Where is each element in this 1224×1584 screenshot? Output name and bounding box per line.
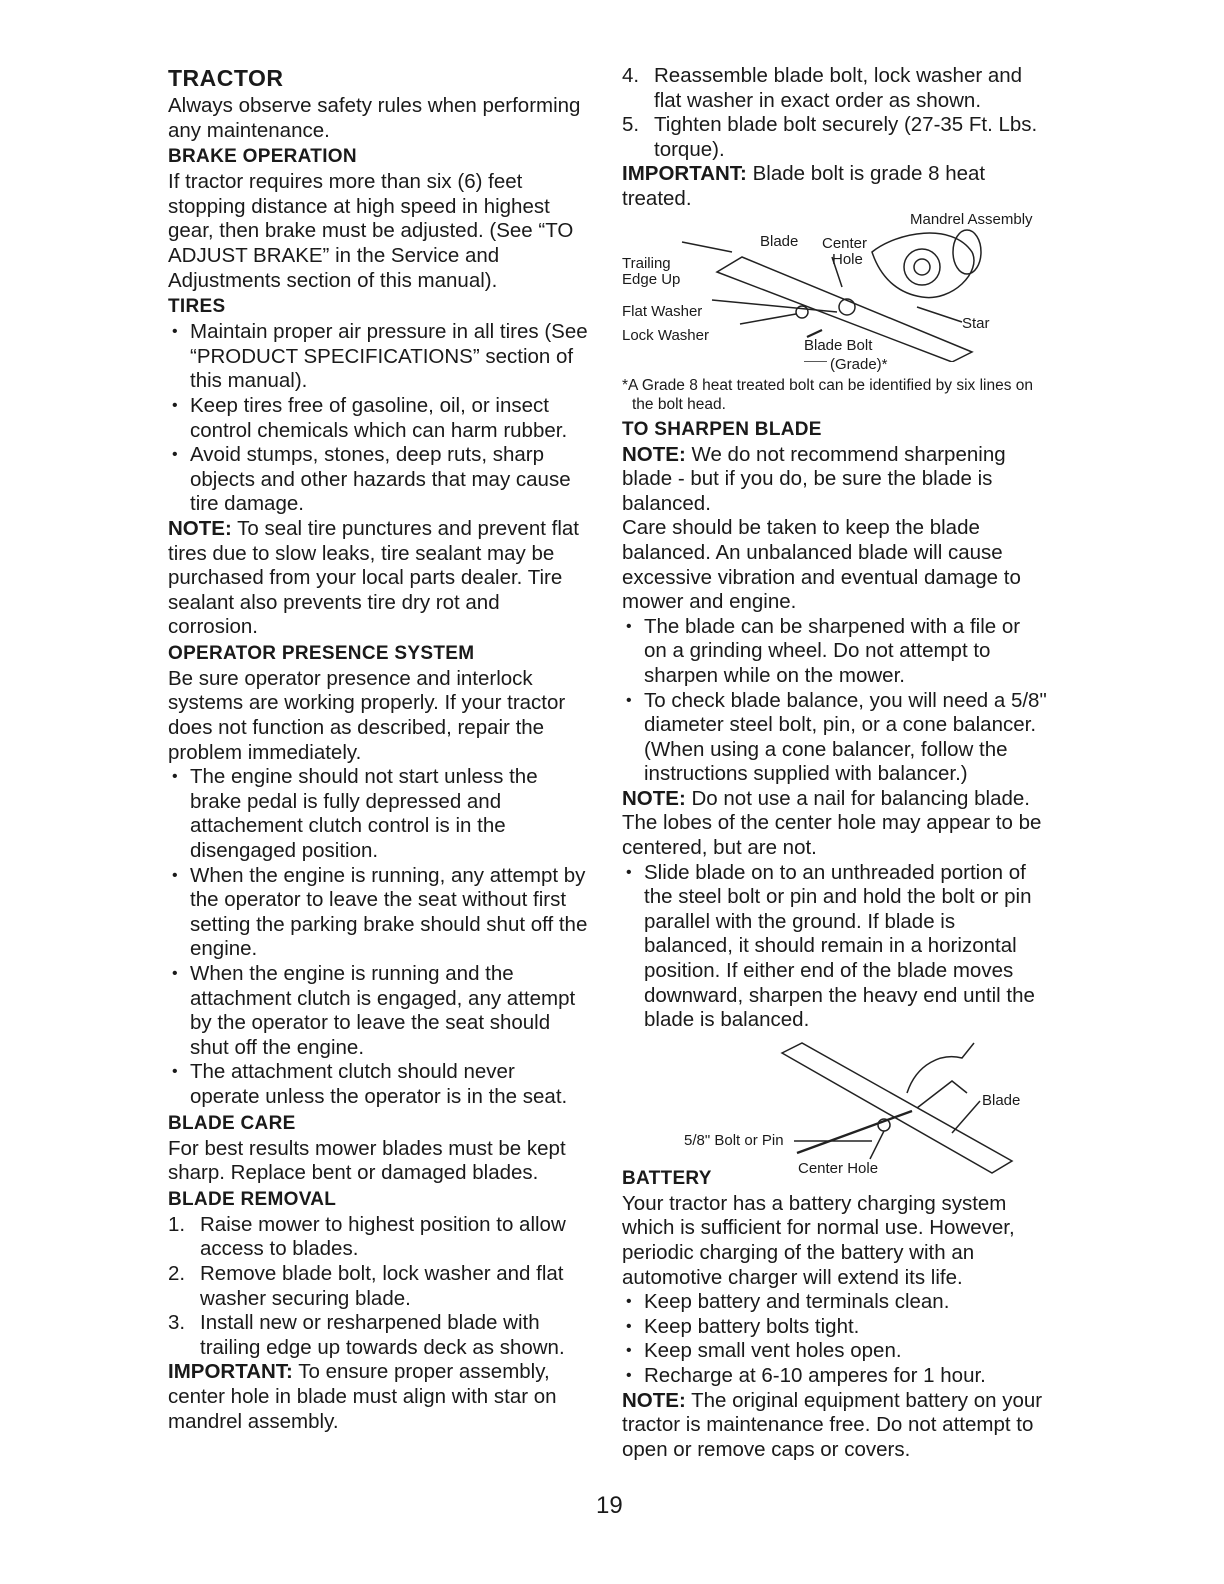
- list-item: • When the engine is running and the attachment clutch is engaged, any attempt by the operator to leave the seat should shut off the engine.: [168, 962, 588, 1060]
- label-grade: (Grade)*: [830, 355, 888, 373]
- battery-list: [622, 1290, 1048, 1388]
- ops-list: [168, 765, 588, 1109]
- step-number: 1.: [168, 1212, 186, 1236]
- tires-list: [168, 320, 588, 517]
- label-trailing-edge-2: Edge Up: [622, 270, 681, 288]
- sharpen-text: Care should be taken to keep the blade balanced. An unbalanced blade will cause excessive vibration and eventual damage to mower and engine.: [622, 516, 1021, 614]
- blade-removal-heading: BLADE REMOVAL: [168, 1188, 337, 1210]
- step-text: Remove blade bolt, lock washer and flat washer securing blade.: [200, 1261, 564, 1310]
- step-item: [622, 113, 1048, 162]
- list-item: • Keep battery and terminals clean.: [622, 1290, 1048, 1315]
- label-mandrel-assembly: Mandrel Assembly: [910, 210, 1033, 228]
- list-item: • The engine should not start unless the brake pedal is fully depressed and attachement clutch control is in the disengaged position.: [168, 765, 588, 863]
- nail-note: [622, 787, 1048, 861]
- list-item: • Keep small vent holes open.: [622, 1339, 1048, 1364]
- step-text: Tighten blade bolt securely (27-35 Ft. Lbs. torque).: [654, 113, 1038, 161]
- important-label: IMPORTANT:: [622, 162, 747, 186]
- note-text: Do not use a nail for balancing blade. The lobes of the center hole may appear to be centered, but are not.: [622, 786, 1042, 860]
- battery-heading: BATTERY: [622, 1167, 712, 1189]
- removal-important: [168, 1360, 588, 1434]
- blade-care-text: For best results mower blades must be kept sharp. Replace bent or damaged blades.: [168, 1136, 566, 1185]
- step-number: 2.: [168, 1261, 186, 1285]
- reassembly-steps: [622, 64, 1048, 162]
- step-item: [168, 1213, 588, 1262]
- list-item: • The attachment clutch should never operate unless the operator is in the seat.: [168, 1060, 588, 1109]
- battery-note: [622, 1389, 1048, 1463]
- note-label: NOTE:: [622, 442, 686, 466]
- list-item: • Keep tires free of gasoline, oil, or insect control chemicals which can harm rubber.: [168, 394, 588, 443]
- battery-text: Your tractor has a battery charging system which is sufficient for normal use. However, periodic charging of the battery with an automotive charger will extend its life.: [622, 1191, 1015, 1289]
- label-star: Star: [962, 314, 990, 332]
- blade-care-heading: BLADE CARE: [168, 1112, 296, 1134]
- note-label: NOTE:: [168, 516, 232, 540]
- note-label: NOTE:: [622, 786, 686, 810]
- step-number: 4.: [622, 64, 640, 87]
- label-blade: Blade: [760, 232, 799, 250]
- brake-heading: BRAKE OPERATION: [168, 146, 357, 168]
- label-center-hole: Center Hole: [798, 1159, 879, 1177]
- step-number: 5.: [622, 113, 640, 137]
- important-text: To ensure proper assembly, center hole in blade must align with star on mandrel assembly.: [168, 1360, 557, 1433]
- list-item: • Keep battery bolts tight.: [622, 1315, 1048, 1340]
- list-item: • When the engine is running, any attempt by the operator to leave the seat without first setting the parking brake should shut off the engine.: [168, 864, 588, 962]
- sharpen-list: [622, 615, 1048, 787]
- label-blade-bolt: Blade Bolt: [804, 336, 873, 354]
- step-text: Reassemble blade bolt, lock washer and flat washer in exact order as shown.: [654, 64, 1023, 112]
- label-trailing-edge: Trailing: [622, 254, 671, 272]
- step-text: Install new or resharpened blade with trailing edge up towards deck as shown.: [200, 1311, 565, 1359]
- step-number: 3.: [168, 1311, 186, 1335]
- label-center-hole-2: Hole: [832, 250, 863, 268]
- list-item: • Slide blade on to an unthreaded portion of the steel bolt or pin and hold the bolt or pin parallel with the ground. If blade is balanced, it should remain in a horizontal position. If either end of the blade moves downward, sharpen the heavy end until the blade is balanced.: [622, 861, 1048, 1033]
- note-label: NOTE:: [622, 1388, 686, 1412]
- right-column: [622, 64, 1048, 1462]
- slide-list: [622, 861, 1048, 1033]
- tires-note: [168, 517, 588, 640]
- step-text: Raise mower to highest position to allow access to blades.: [200, 1212, 566, 1261]
- ops-heading: OPERATOR PRESENCE SYSTEM: [168, 642, 475, 664]
- label-lock-washer: Lock Washer: [622, 326, 709, 344]
- step-item: [168, 1262, 588, 1311]
- label-blade: Blade: [982, 1091, 1021, 1109]
- sharpen-heading: TO SHARPEN BLADE: [622, 418, 822, 440]
- important-text: Blade bolt is grade 8 heat treated.: [622, 162, 986, 210]
- label-center-hole: Center: [822, 234, 868, 252]
- important-label: IMPORTANT:: [168, 1360, 293, 1384]
- ops-text: Be sure operator presence and interlock systems are working properly. If your tractor does not function as described, repair the problem immediately.: [168, 666, 566, 764]
- balance-figure: [622, 1033, 1048, 1183]
- note-text: We do not recommend sharpening blade - but if you do, be sure the blade is balanced.: [622, 442, 1006, 515]
- left-column: [168, 64, 588, 1434]
- tires-heading: TIRES: [168, 296, 226, 318]
- step-item: [622, 64, 1048, 113]
- tractor-heading: TRACTOR: [168, 65, 284, 91]
- brake-text: If tractor requires more than six (6) feet stopping distance at high speed in highest gear, then brake must be adjusted. (See “TO ADJUST BRAKE” in the Service and Adjustments section of this manual).: [168, 170, 574, 292]
- label-bolt-or-pin: 5/8" Bolt or Pin: [684, 1131, 784, 1149]
- note-text: The original equipment battery on your tractor is maintenance free. Do not attempt to open or remove caps or covers.: [622, 1388, 1043, 1461]
- note-text: To seal tire punctures and prevent flat tires due to slow leaks, tire sealant may be purchased from your local parts dealer. Tire sealant also prevents tire dry rot and corrosion.: [168, 516, 579, 639]
- sharpen-note: [622, 443, 1048, 517]
- blade-assembly-figure: [622, 212, 1048, 362]
- removal-steps: [168, 1213, 588, 1361]
- page-number: 19: [596, 1492, 623, 1519]
- grade-footnote: *A Grade 8 heat treated bolt can be identified by six lines on the bolt head.: [622, 376, 1034, 413]
- list-item: • Maintain proper air pressure in all tires (See “PRODUCT SPECIFICATIONS” section of this manual).: [168, 320, 588, 394]
- list-item: • Avoid stumps, stones, deep ruts, sharp objects and other hazards that may cause tire damage.: [168, 443, 588, 517]
- tractor-intro: Always observe safety rules when performing any maintenance.: [168, 94, 581, 142]
- list-item: • To check blade balance, you will need a 5/8" diameter steel bolt, pin, or a cone balancer. (When using a cone balancer, follow the instructions supplied with balancer.): [622, 689, 1048, 787]
- bolt-important: [622, 162, 1048, 211]
- step-item: [168, 1311, 588, 1360]
- label-flat-washer: Flat Washer: [622, 302, 703, 320]
- list-item: • The blade can be sharpened with a file or on a grinding wheel. Do not attempt to sharpen while on the mower.: [622, 615, 1048, 689]
- list-item: • Recharge at 6-10 amperes for 1 hour.: [622, 1364, 1048, 1389]
